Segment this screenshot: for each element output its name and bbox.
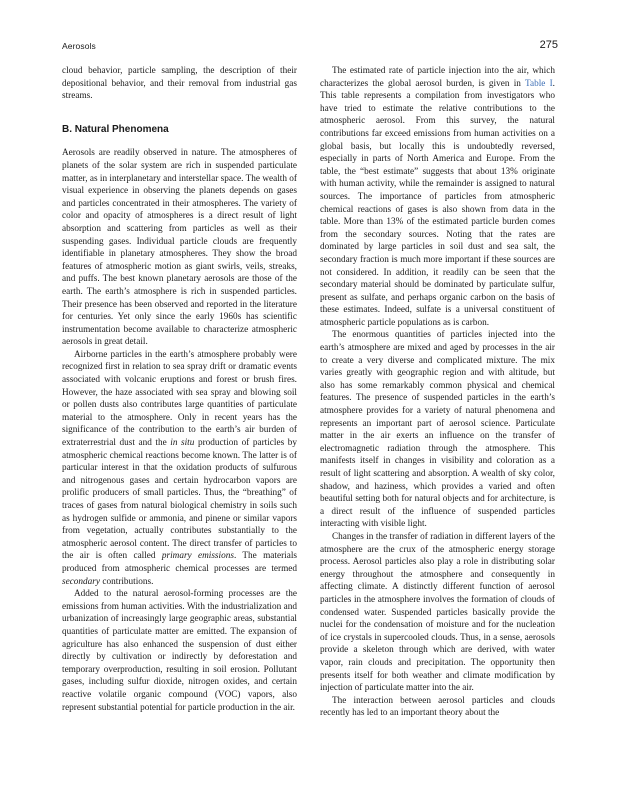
text-span: Airborne particles in the earth’s atmosphere probably were recognized first in relation to sea spray drift or dramatic events associated with volcanic eruptions and forest or brush fires. However, the haze associated with sea spray and blowing soil or pollen dusts also contributes large quantities of particulate material to the atmosphere. Only in recent years has the significance of the contribution to the earth’s air burden of extraterrestrial dust and the [62, 349, 297, 449]
left-column [62, 65, 297, 714]
running-head [62, 41, 558, 55]
paragraph-natural-phenomena-1: Aerosols are readily observed in nature. The atmospheres of planets of the solar system are rich in suspended particulate matter, as in interplanetary and interstellar space. The wealth of visual experience in observing the planets depends on gases and particles concentrated in their atmospheres. The variety of color and opacity of atmospheres is a direct result of light absorption and scattering from particles as well as their suspending gases. Individual particle clouds are frequently identifiable in planetary atmospheres. They show the broad features of atmospheric motion as giant swirls, veils, streaks, and puffs. The best known planetary aerosols are those of the earth. The earth’s atmosphere is rich in suspended particles. Their presence has been observed and reported in the literature for centuries. Yet only since the early 1960s has scientific instrumentation become available to characterize atmospheric aerosols in great detail. [62, 148, 297, 348]
running-title: Aerosols [62, 41, 96, 51]
text-span: production of particles by atmospheric chemical reactions become known. The latter is of particular interest in that the oxidation products of sulfurous and nitrogenous gases and certain hydrocarbon vapors are prolific producers of small particles. Thus, the “breathing” of traces of gases from natural biological chemistry in soils such as hydrogen sulfide or ammonia, and pinene or similar vapors from vegetation, actually contributes substantially to the atmospheric aerosol content. The direct transfer of particles to the air is often called [62, 438, 297, 562]
text-span: . This table represents a compilation from investigators who have tried to estimate the relative contributions to the atmospheric aerosol. From this survey, the natural contributions far exceed emissions from human activities on a global basis, but locally this is undoubtedly reversed, especially in parts of North America and Europe. From the table, the “best estimate” suggests that about 13% originate with human activity, while the remainder is assigned to natural sources. The importance of particles from atmospheric chemical reactions of gases is also shown from data in the table. More than 13% of the estimated particle burden comes from the secondary sources. Noting that the rates are dominated by large particles in soil dust and sea salt, the secondary fraction is much more important if these sources are not considered. In addition, it readily can be seen that the secondary material should be dominated by particulate sulfur, present as sulfate, and perhaps organic carbon on the basis of these estimates. Indeed, sulfate is a universal constituent of atmospheric particle populations as is carbon. [320, 78, 555, 328]
italic-term-in-situ: in situ [170, 438, 195, 449]
text-span: The estimated rate of particle injection into the air, which characterizes the global aerosol burden, is given in [320, 66, 555, 89]
paragraph-mixture: The enormous quantities of particles injected into the earth’s atmosphere are mixed and aged by processes in the air to create a very diverse and complicated mixture. The mix varies greatly with geographic region and with altitude, but also has some remarkably common physical and chemical features. The presence of suspended particles in the earth’s atmosphere provides for a variety of natural phenomena and represents an important part of aerosol science. Particulate matter in the air exerts an influence on the transfer of electromagnetic radiation through the atmosphere. This manifests itself in changes in visibility and coloration as a result of light scattering and absorption. A wealth of sky color, shadow, and haziness, which provides a varied and often beautiful setting both for natural objects and for architecture, is a direct result of the influence of suspended particles interacting with visible light. [320, 330, 555, 530]
paragraph-continued: cloud behavior, particle sampling, the description of their depositional behavior, and their removal from industrial gas streams. [62, 66, 297, 102]
table-1-link[interactable]: Table I [524, 78, 553, 89]
paragraph-natural-phenomena-2 [62, 349, 297, 588]
text-span: contributions. [100, 576, 154, 587]
section-heading: B. Natural Phenomena [62, 123, 169, 135]
paragraph-injection-rate [320, 65, 555, 329]
page-number: 275 [539, 39, 558, 51]
paragraph-clouds: The interaction between aerosol particles and clouds recently has led to an important theory about the [320, 695, 555, 719]
right-column [320, 65, 555, 720]
paragraph-radiation: Changes in the transfer of radiation in different layers of the atmosphere are the crux of the atmospheric energy storage process. Aerosol particles also play a role in distributing solar energy throughout the atmosphere and consequently in affecting climate. A distinctly different function of aerosol particles in the atmosphere involves the formation of clouds of condensed water. Suspended particles basically provide the nuclei for the condensation of moisture and for the nucleation of ice crystals in supercooled clouds. Thus, in a sense, aerosols provide a skeleton through which are derived, with water vapor, rain clouds and precipitation. The opportunity then presents itself for both weather and climate modification by injection of particulate matter into the air. [320, 531, 555, 694]
italic-term-secondary: secondary [62, 576, 101, 587]
text-span: . The materials produced from atmospheric chemical processes are termed [62, 551, 297, 574]
italic-term-primary-emissions: primary emissions [161, 551, 234, 562]
paragraph-human-activities: Added to the natural aerosol-forming processes are the emissions from human activities. With the industrialization and urbanization of increasingly large geographic areas, substantial quantities of particulate matter are emitted. The expansion of agriculture has also enhanced the suspension of dust either directly by cultivation or indirectly by deforestation and temporary overproduction, resulting in soil erosion. Pollutant gases, including sulfur dioxide, nitrogen oxides, and certain reactive volatile organic compound (VOC) vapors, also represent substantial potential for particle production in the air. [62, 589, 297, 713]
